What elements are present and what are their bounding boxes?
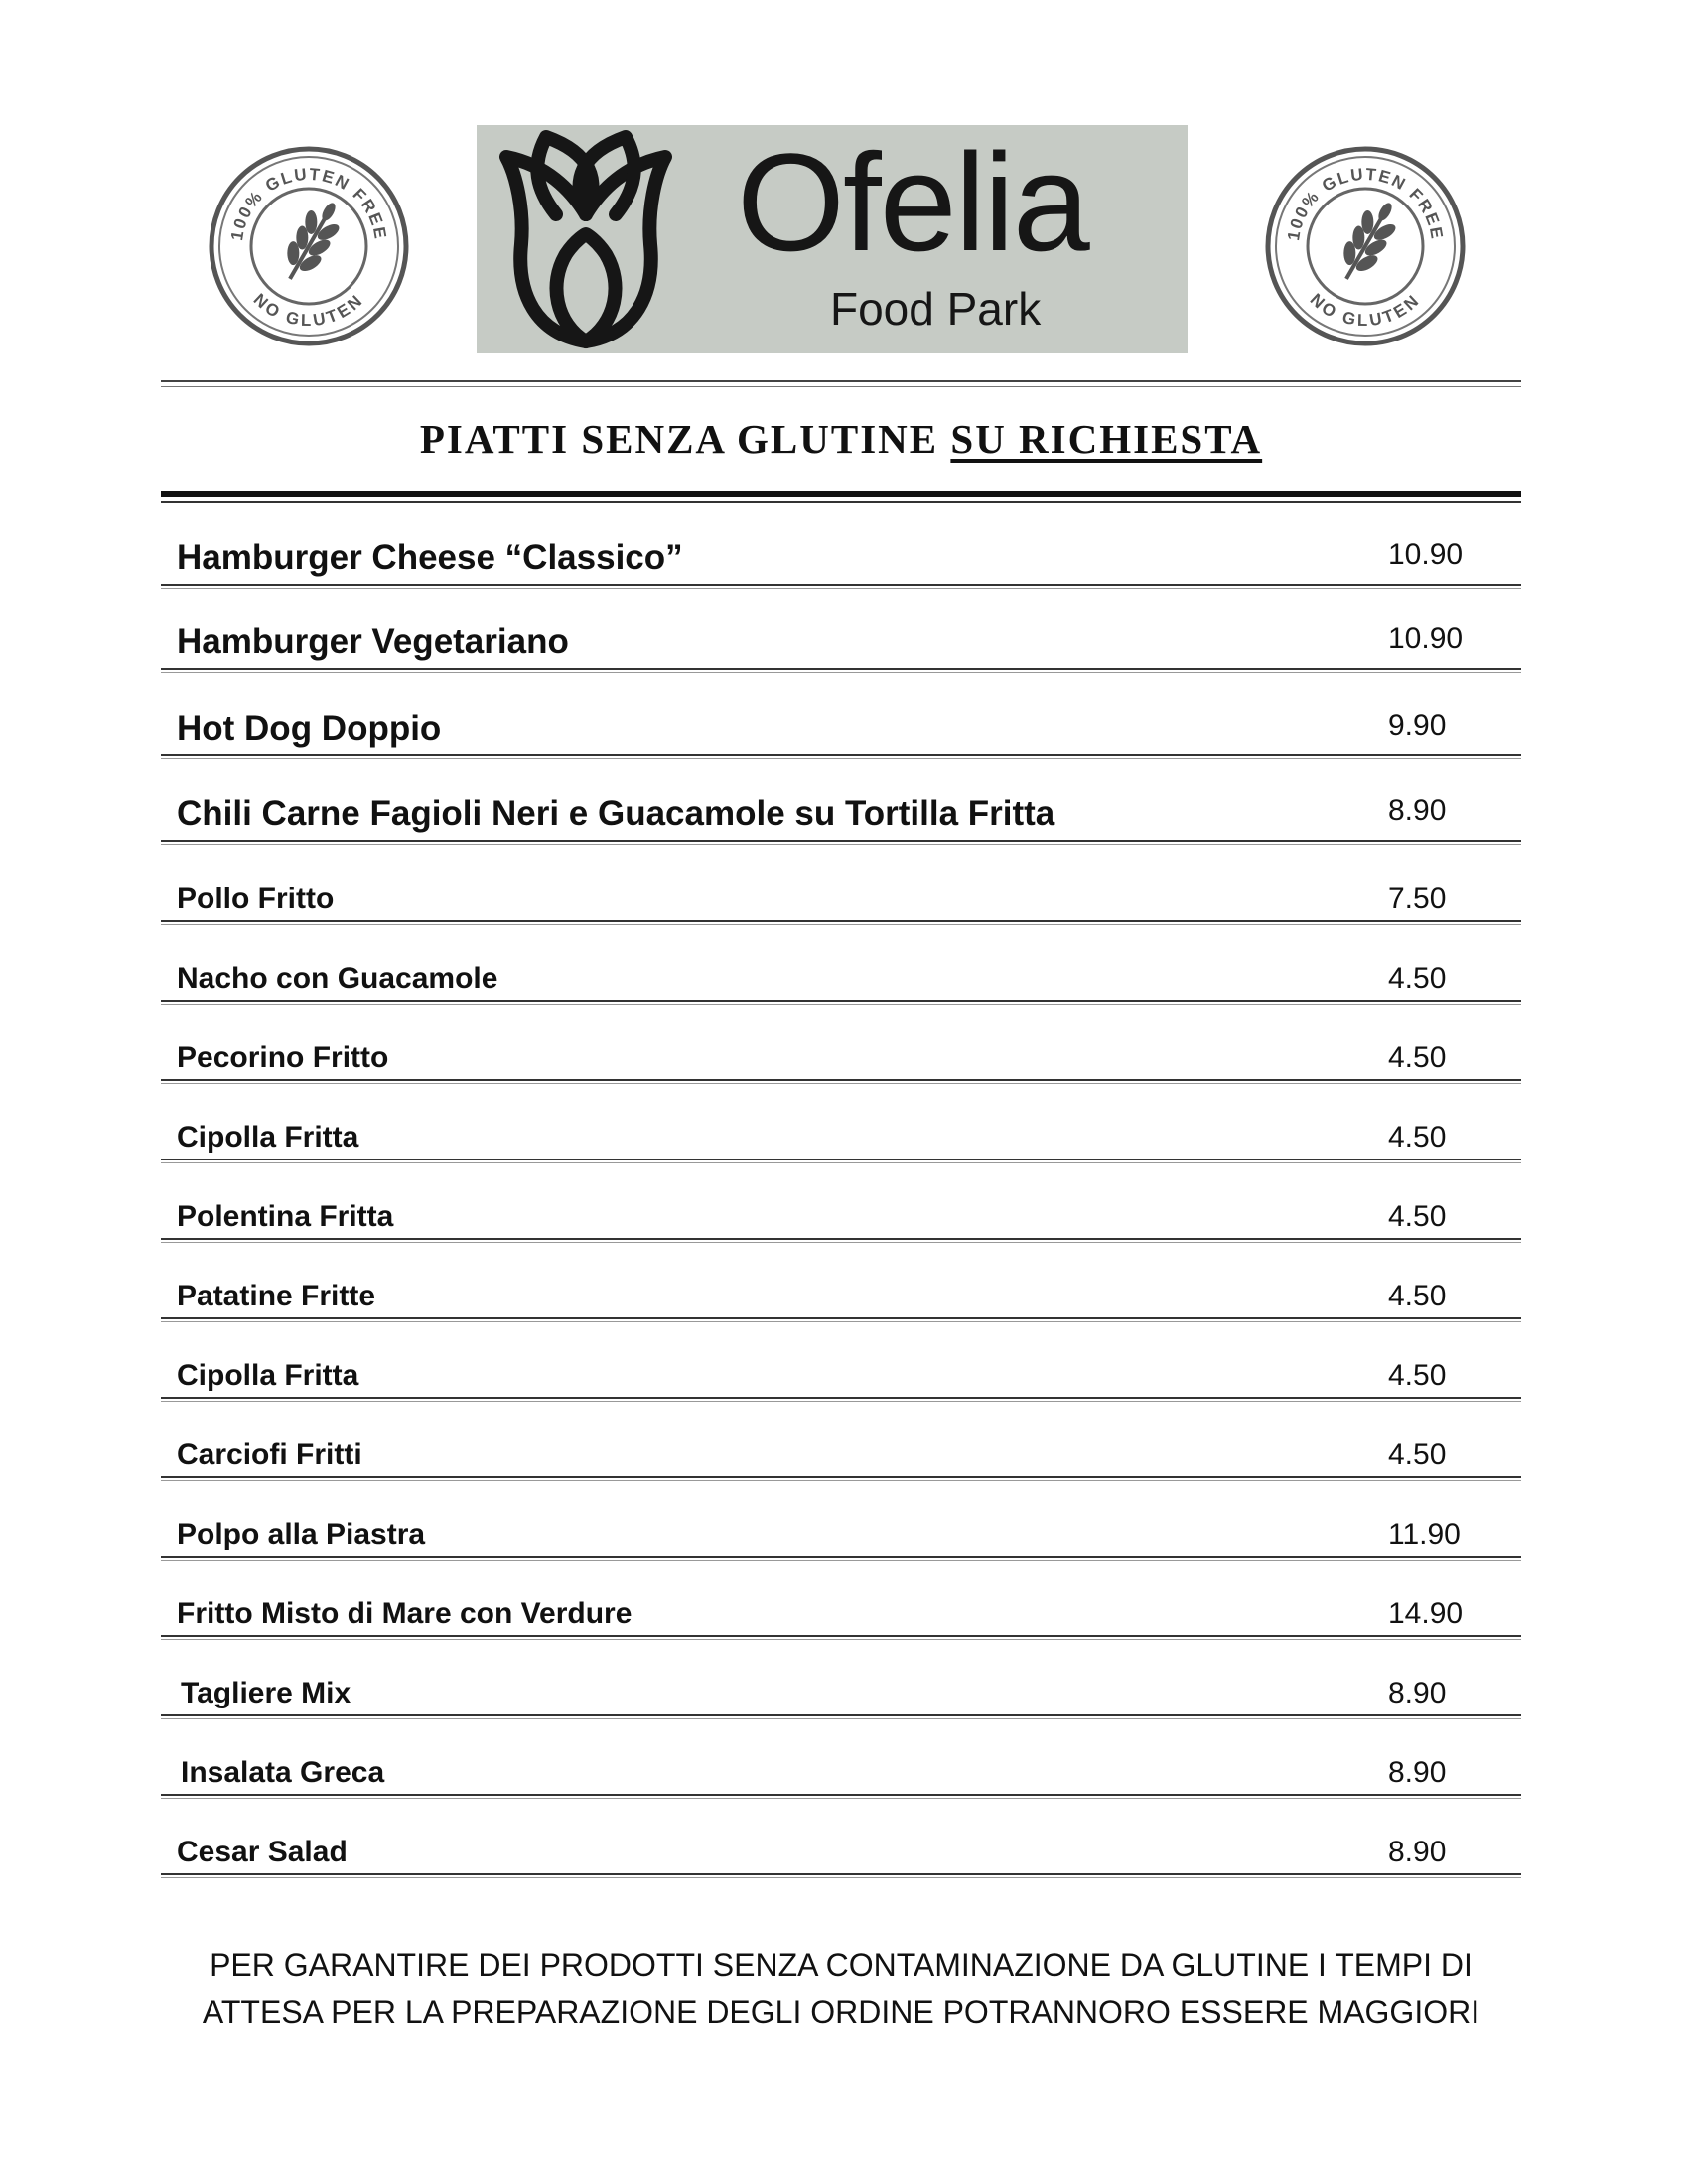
menu-item — [161, 1433, 1521, 1478]
item-name: Patatine Fritte — [177, 1280, 376, 1312]
brand-name: Ofelia — [737, 124, 1088, 280]
item-name: Hamburger Vegetariano — [177, 622, 569, 661]
item-price: 4.50 — [1388, 1121, 1447, 1154]
item-name: Cipolla Fritta — [177, 1359, 359, 1392]
item-price: 11.90 — [1388, 1518, 1461, 1551]
badge-top-text: 100% GLUTEN FREE — [1284, 164, 1447, 242]
item-name: Chili Carne Fagioli Neri e Guacamole su Tortilla Fritta — [177, 794, 1055, 833]
badge-bottom-text: NO GLUTEN — [249, 289, 368, 331]
menu-item — [161, 1275, 1521, 1319]
item-price: 4.50 — [1388, 1359, 1447, 1392]
gluten-free-badge-right — [1261, 142, 1470, 350]
page-title — [161, 415, 1521, 463]
item-price: 4.50 — [1388, 962, 1447, 995]
badge-top-text: 100% GLUTEN FREE — [227, 164, 390, 242]
item-name: Polentina Fritta — [177, 1200, 394, 1233]
menu-item — [161, 707, 1521, 756]
item-price: 4.50 — [1388, 1200, 1447, 1233]
menu-item — [161, 1751, 1521, 1796]
title-emphasis: SU RICHIESTA — [950, 416, 1263, 462]
svg-text:NO GLUTEN — [1307, 290, 1425, 330]
item-name: Nacho con Guacamole — [177, 962, 498, 995]
wheat-icon — [272, 193, 352, 289]
item-name: Fritto Misto di Mare con Verdure — [177, 1597, 633, 1630]
item-price: 8.90 — [1388, 1677, 1447, 1709]
heading-divider — [161, 491, 1521, 497]
gluten-free-badge-left — [205, 142, 413, 350]
brand-tagline: Food Park — [830, 283, 1042, 335]
menu-item — [161, 1592, 1521, 1637]
item-price: 8.90 — [1388, 794, 1447, 827]
menu-item — [161, 1036, 1521, 1081]
item-price: 9.90 — [1388, 709, 1447, 742]
item-price: 14.90 — [1388, 1597, 1464, 1630]
svg-text:NO GLUTEN — [250, 290, 368, 330]
item-name: Tagliere Mix — [181, 1677, 351, 1709]
footer-notice — [161, 1941, 1521, 2036]
top-divider — [161, 380, 1521, 382]
item-name: Pollo Fritto — [177, 883, 335, 915]
item-price: 10.90 — [1388, 622, 1464, 655]
menu-item — [161, 620, 1521, 670]
menu-item — [161, 1831, 1521, 1875]
top-divider-secondary — [161, 386, 1521, 387]
item-price: 8.90 — [1388, 1756, 1447, 1789]
menu-item — [161, 536, 1521, 586]
item-name: Pecorino Fritto — [177, 1041, 389, 1074]
menu-item — [161, 794, 1521, 842]
item-price: 7.50 — [1388, 883, 1447, 915]
menu-item — [161, 1672, 1521, 1716]
menu-item — [161, 1195, 1521, 1240]
item-price: 10.90 — [1388, 538, 1464, 571]
brand-logo — [477, 125, 1188, 353]
footer-line-2: ATTESA PER LA PREPARAZIONE DEGLI ORDINE POTRANNORO ESSERE MAGGIORI — [202, 1994, 1480, 2030]
item-name: Hot Dog Doppio — [177, 709, 442, 748]
menu-item — [161, 878, 1521, 922]
item-price: 4.50 — [1388, 1041, 1447, 1074]
heading-divider-secondary — [161, 501, 1521, 503]
badge-bottom-text: NO GLUTEN — [1306, 289, 1425, 331]
menu-item — [161, 1354, 1521, 1399]
item-name: Insalata Greca — [181, 1756, 385, 1789]
item-price: 4.50 — [1388, 1438, 1447, 1471]
item-name: Cipolla Fritta — [177, 1121, 359, 1154]
item-price: 4.50 — [1388, 1280, 1447, 1312]
item-name: Carciofi Fritti — [177, 1438, 362, 1471]
wheat-icon — [1329, 193, 1409, 289]
menu-item — [161, 1513, 1521, 1558]
title-main: PIATTI SENZA GLUTINE — [419, 416, 951, 462]
footer-line-1: PER GARANTIRE DEI PRODOTTI SENZA CONTAMINAZIONE DA GLUTINE I TEMPI DI — [210, 1947, 1473, 1982]
menu-item — [161, 1116, 1521, 1160]
item-name: Polpo alla Piastra — [177, 1518, 426, 1551]
item-name: Cesar Salad — [177, 1836, 348, 1868]
item-price: 8.90 — [1388, 1836, 1447, 1868]
menu-item — [161, 957, 1521, 1002]
item-name: Hamburger Cheese “Classico” — [177, 538, 683, 577]
